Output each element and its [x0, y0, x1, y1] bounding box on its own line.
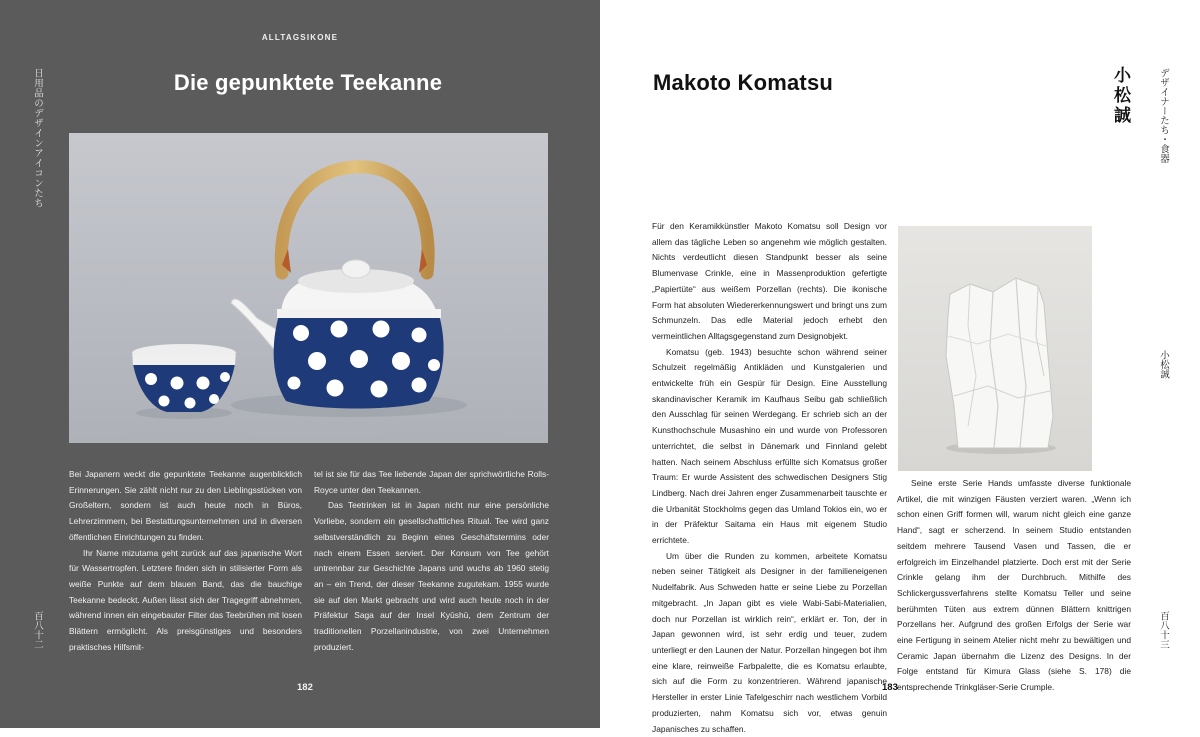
page-number: 183: [882, 682, 898, 693]
left-page: [0, 0, 600, 728]
section-kicker: ALLTAGSIKONE: [261, 33, 339, 42]
page-title: Makoto Komatsu: [653, 70, 834, 95]
side-running-head: デザイナーたち・食器: [1158, 68, 1169, 163]
body-column-1: [652, 219, 887, 737]
crinkle-vase-photo: [898, 226, 1092, 471]
body-column-2: [314, 467, 549, 655]
paragraph: Ihr Name mizutama geht zurück auf das japanische Wort für Wassertropfen. Letztere finden sich in stilisierter Form als weiße Punkte auf dem blauen Band, das die bauchige Teekanne bedeckt. Außen lässt sich der Tragegriff abnehmen, während innen ein eingebauter Filter das Teebrühen mit losen Blättern ermöglicht. Als preisgünstiges und besonders praktisches Hilfsmit-: [69, 547, 302, 652]
paragraph: Bei Japanern weckt die gepunktete Teekanne augenblicklich Erinnerungen. Sie zählt nicht nur zu den Lieblingsstücken von Großeltern, sondern ist auch heute noch in Büros, Lehrerzimmern, bei Bestattungsunternehmen und in diversen öffentlichen Einrichtungen zu finden.: [69, 469, 302, 542]
teapot-photo: [69, 133, 548, 443]
page-number: 182: [297, 682, 313, 693]
body-column-1: [69, 467, 302, 655]
side-page-number-kanji: 百八十二: [32, 611, 43, 649]
body-column-2: [897, 476, 1131, 696]
side-page-number-kanji: 百八十三: [1158, 611, 1169, 649]
paragraph: Für den Keramikkünstler Makoto Komatsu soll Design vor allem das tägliche Leben so angenehm wie möglich gestalten. Nichts verdeutlicht diesen Standpunkt besser als seine Blumenvase Crinkle, eine in Massenproduktion gefertigte „Papiertüte“ aus weißem Porzellan (rechts). Die ikonische Form hat absoluten Wiedererkennungswert und bringt uns zum Schmunzeln. Das edle Material jedoch erhebt den vermeintlichen Alltagsgegenstand zum Designobjekt.: [652, 221, 887, 341]
side-designer-name: 小松誠: [1158, 350, 1169, 379]
paragraph: tel ist sie für das Tee liebende Japan der sprichwörtliche Rolls-Royce unter den Teekannen.: [314, 469, 549, 495]
designer-name-kanji: 小松誠: [1110, 66, 1130, 126]
right-page: [600, 0, 1200, 734]
side-running-head: 日用品のデザインアイコンたち: [32, 68, 43, 208]
paragraph: Seine erste Serie Hands umfasste diverse funktionale Artikel, die mit winzigen Fäusten verziert waren. „Wenn ich schon einen Griff formen will, warum nicht gleich eine ganze Hand“, sagt er scherzend. In seinem Studio entstanden seitdem mehrere Tausend Vasen und Tassen, die er erfolgreich im Einzelhandel platzierte. Doch erst mit der Serie Crinkle gelang ihm der Durchbruch. Mithilfe des Schlickergussverfahrens stellte Komatsu Teller und seine berühmten Tüten aus extrem dünnen Blättern knittrigen Porzellans her. Aufgrund des großen Erfolgs der Serie war eine Fertigung in seinem Atelier nicht mehr zu bewältigen und Ceramic Japan übernahm die Lizenz des Designs. In der Folge entstand für Kimura Glass (siehe S. 178) die entsprechende Trinkgläser-Serie Crumple.: [897, 478, 1131, 693]
paragraph: Um über die Runden zu kommen, arbeitete Komatsu neben seiner Tätigkeit als Designer in der familieneigenen Nudelfabrik. Aus Schweden hatte er seine Liebe zu Porzellan mitgebracht. „In Japan gibt es viele Wabi-Sabi-Materialien, doch nur Porzellan ist wirklich rein“, erklärt er. Ton, der in Japan gewonnen wird, ist sehr erdig und teuer, zudem unterliegt er den Launen der Natur. Porzellan hingegen bot ihm eine klare, reinweiße Farbpalette, die es Komatsu erlaubte, sich auf die Form zu konzentrieren. Während japanische Hersteller in erster Linie Tafelgeschirr nach westlichem Vorbild produzierten, nahm Komatsu sich vor, etwas genuin Japanisches zu schaffen.: [652, 550, 887, 734]
paragraph: Das Teetrinken ist in Japan nicht nur eine persönliche Vorliebe, sondern ein gesellschaftliches Ritual. Tee wird ganz selbstverständlich zu Beginn eines Geschäftstermins oder nach einem Essen serviert. Der Konsum von Tee gehört untrennbar zur Geschichte Japans und wuchs ab 1960 stetig an – ein Trend, der dieser Teekanne zugutekam. 1955 wurde sie auf den Markt gebracht und wird auch heute noch in der Präfektur Saga auf der Insel Kyūshū, dem Zentrum der traditionellen Porzellanindustrie, von zwei Unternehmen produziert.: [314, 500, 549, 652]
polka-dot-teapot-icon: [69, 133, 548, 443]
crinkle-porcelain-vase-icon: [898, 226, 1092, 471]
paragraph: Komatsu (geb. 1943) besuchte schon während seiner Schulzeit regelmäßig Antikläden und Kunstgalerien und entwickelte früh ein Gespür für Design. Eine Ausstellung skandinavischer Keramik im Kaufhaus Seibu gab schließlich den Ausschlag für seinen Werdegang. Er schrieb sich an der Kunsthochschule Musashino ein und wurde von Professoren unterrichtet, die selbst in Dänemark und Finnland gelebt hatten. Nach seinem Abschluss erfüllte sich Komatsus großer Traum: Er wurde Assistent des schwedischen Designers Stig Lindberg. Nach drei Jahren enger Zusammenarbeit tauschte er die Urbanität Stockholms gegen das Umland Tokios ein, wo er in der Präfektur Saitama ein Haus mit eigenem Studio errichtete.: [652, 346, 887, 546]
page-title: Die gepunktete Teekanne: [173, 70, 443, 95]
